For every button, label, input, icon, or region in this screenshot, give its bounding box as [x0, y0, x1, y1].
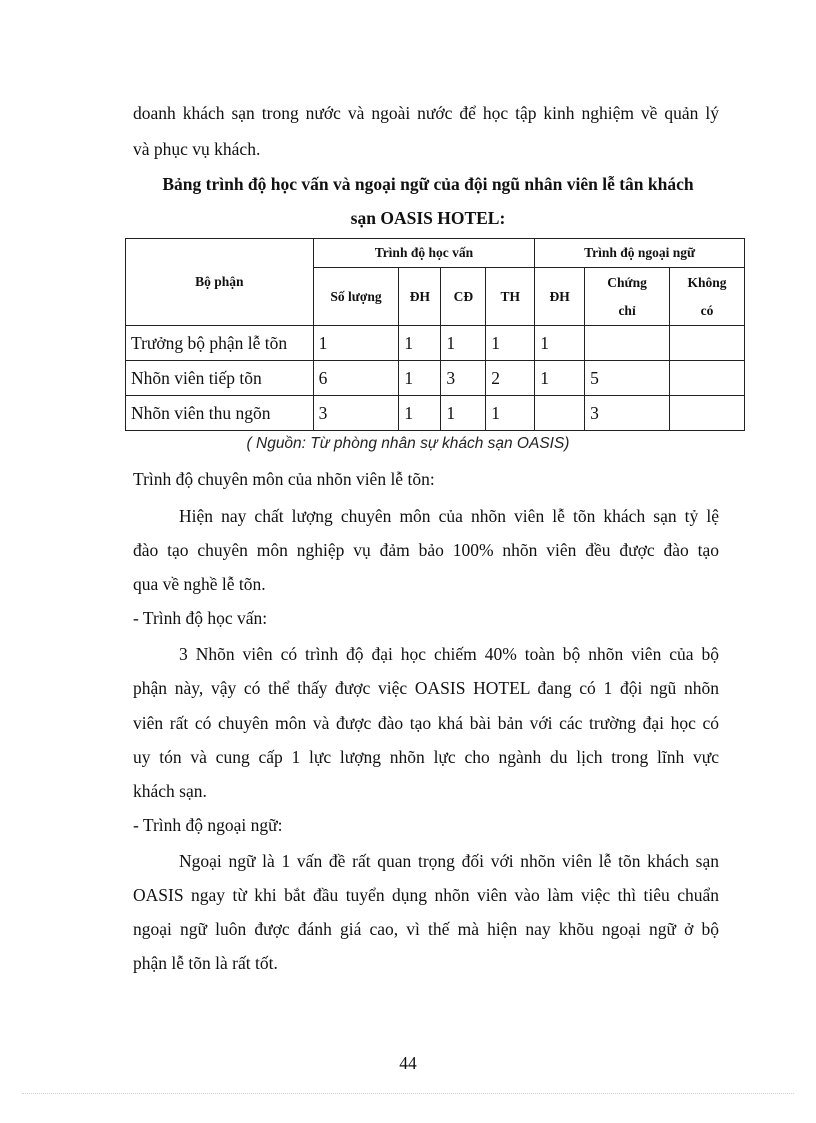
- cert-header-line-2: chỉ: [618, 302, 636, 318]
- row-dh: 1: [399, 326, 441, 361]
- quantity-header: Số lượng: [313, 268, 399, 326]
- row-quantity: 6: [313, 361, 399, 396]
- education-para-line-4: uy tón và cung cấp 1 lực lượng nhõn lực cho ngành du lịch trong lĩnh vực: [133, 747, 719, 767]
- language-para-line-3: ngoại ngữ luôn được đánh giá cao, vì thế mà hiện nay khõu ngoại ngữ ở bộ: [133, 919, 719, 939]
- row-cert: 5: [585, 361, 670, 396]
- education-para-line-2: phận này, vậy có thể thấy được việc OASIS HOTEL đang có 1 đội ngũ nhõn: [133, 678, 719, 698]
- table-row: [126, 396, 745, 431]
- table-title-line-2: sạn OASIS HOTEL:: [350, 208, 506, 228]
- table-row: [126, 326, 745, 361]
- professional-para-line-3: qua về nghề lễ tõn.: [133, 574, 266, 594]
- row-cert: [585, 326, 670, 361]
- language-para-line-1: Ngoại ngữ là 1 vấn đề rất quan trọng đối với nhõn viên lễ tõn khách sạn: [179, 851, 719, 871]
- education-para-line-5: khách sạn.: [133, 781, 207, 801]
- table-title-line-1: Bảng trình độ học vấn và ngoại ngữ của đội ngũ nhân viên lễ tân khách: [162, 174, 694, 194]
- edu-group-header: Trình độ học vấn: [313, 239, 535, 268]
- none-header-line-2: có: [700, 302, 714, 318]
- cd-header: CĐ: [441, 268, 486, 326]
- page-number: 44: [399, 1053, 417, 1073]
- professional-heading: Trình độ chuyên môn của nhõn viên lễ tõn:: [133, 469, 435, 489]
- dept-header: Bộ phận: [126, 239, 314, 326]
- education-language-table: [125, 238, 745, 431]
- row-quantity: 3: [313, 396, 399, 431]
- intro-line-1: doanh khách sạn trong nước và ngoài nước để học tập kinh nghiệm về quản lý: [133, 103, 719, 123]
- row-dept: Nhõn viên thu ngõn: [126, 396, 314, 431]
- row-none: [670, 326, 745, 361]
- row-th: 1: [486, 326, 535, 361]
- table-header-row-1: [126, 239, 745, 268]
- row-none: [670, 396, 745, 431]
- row-none: [670, 361, 745, 396]
- education-para-line-1: 3 Nhõn viên có trình độ đại học chiếm 40% toàn bộ nhõn viên của bộ: [179, 644, 719, 664]
- page-bottom-dotted-rule: [22, 1093, 794, 1094]
- row-dh: 1: [399, 361, 441, 396]
- professional-para-line-1: Hiện nay chất lượng chuyên môn của nhõn viên lễ tõn khách sạn tỷ lệ: [179, 506, 719, 526]
- row-dept: Trưởng bộ phận lễ tõn: [126, 326, 314, 361]
- row-lang-dh: [535, 396, 585, 431]
- row-cert: 3: [585, 396, 670, 431]
- language-para-line-2: OASIS ngay từ khi bắt đầu tuyển dụng nhõn viên vào làm việc thì tiêu chuẩn: [133, 885, 719, 905]
- row-lang-dh: 1: [535, 326, 585, 361]
- table-source-note: ( Nguồn: Từ phòng nhân sự khách sạn OASIS): [246, 435, 570, 452]
- row-dept: Nhõn viên tiếp tõn: [126, 361, 314, 396]
- education-heading: - Trình độ học vấn:: [133, 608, 268, 628]
- education-para-line-3: viên rất có chuyên môn và được đào tạo khá bài bản với các trường đại học có: [133, 713, 719, 733]
- table-row: [126, 361, 745, 396]
- intro-line-2: và phục vụ khách.: [133, 139, 261, 159]
- lang-dh-header: ĐH: [535, 268, 585, 326]
- row-th: 1: [486, 396, 535, 431]
- none-header: [670, 268, 745, 326]
- row-cd: 3: [441, 361, 486, 396]
- none-header-line-1: Không: [687, 274, 727, 290]
- th-header: TH: [486, 268, 535, 326]
- professional-para-line-2: đào tạo chuyên môn nghiệp vụ đảm bảo 100% nhõn viên đều được đào tạo: [133, 540, 719, 560]
- cert-header: [585, 268, 670, 326]
- language-heading: - Trình độ ngoại ngữ:: [133, 815, 283, 835]
- dh-header: ĐH: [399, 268, 441, 326]
- row-cd: 1: [441, 396, 486, 431]
- language-para-line-4: phận lễ tõn là rất tốt.: [133, 953, 278, 973]
- row-cd: 1: [441, 326, 486, 361]
- cert-header-line-1: Chứng: [607, 274, 647, 290]
- lang-group-header: Trình độ ngoại ngữ: [535, 239, 745, 268]
- row-dh: 1: [399, 396, 441, 431]
- row-lang-dh: 1: [535, 361, 585, 396]
- row-quantity: 1: [313, 326, 399, 361]
- row-th: 2: [486, 361, 535, 396]
